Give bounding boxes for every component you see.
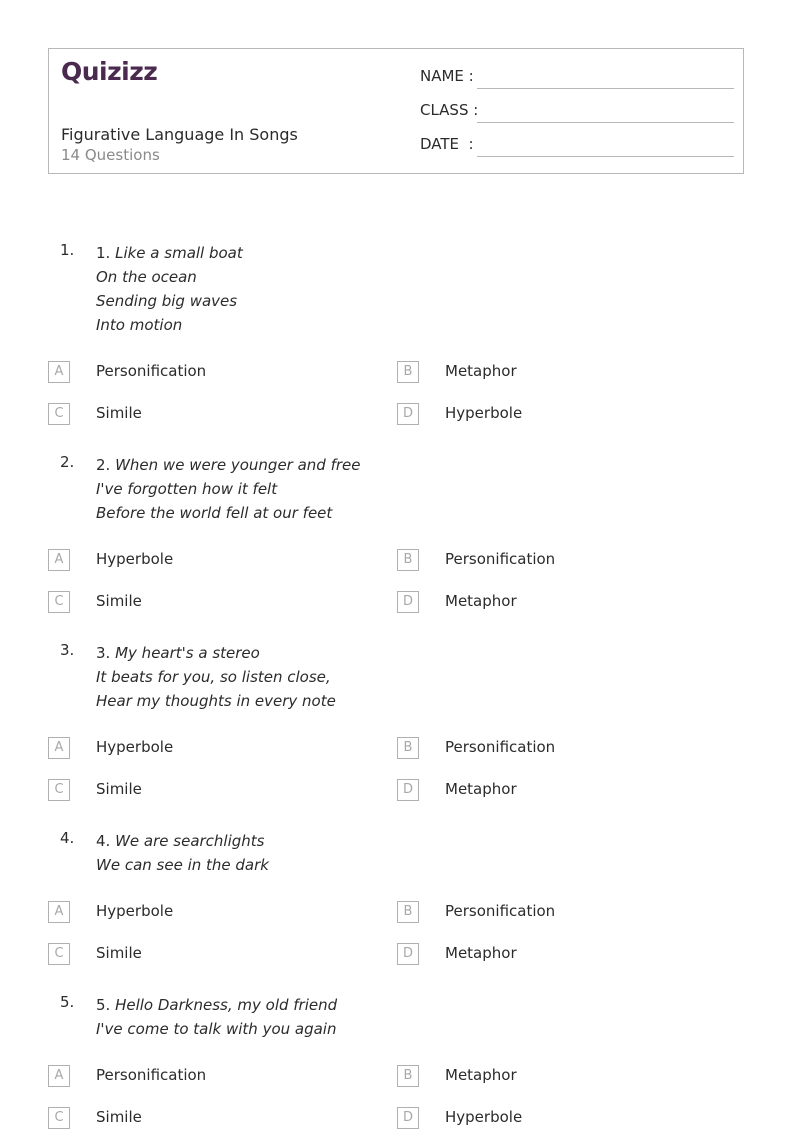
option-text: Metaphor [445,944,517,962]
option-text: Personification [445,902,556,920]
question-prefix: 3. [96,644,116,662]
question-prefix: 2. [96,456,116,474]
class-line[interactable] [477,122,734,123]
option-text: Metaphor [445,780,517,798]
quizizz-logo: Quizizz [61,57,158,86]
date-label: DATE : [420,135,474,153]
lyric-line: It beats for you, so listen close, [96,668,331,686]
option-text: Hyperbole [96,738,174,756]
option-letter-box[interactable]: B [397,549,419,571]
lyric-line: Hear my thoughts in every note [96,692,336,710]
question-number: 1. [60,241,75,259]
question-count: 14 Questions [61,146,160,164]
lyric-line: I've come to talk with you again [96,1020,337,1038]
option-text: Personification [445,550,556,568]
option-text: Personification [96,362,207,380]
option-letter-box[interactable]: C [48,403,70,425]
option-letter-box[interactable]: C [48,779,70,801]
option-letter-box[interactable]: A [48,549,70,571]
option-letter-box[interactable]: A [48,1065,70,1087]
option-letter-box[interactable]: B [397,361,419,383]
option-text: Metaphor [445,1066,517,1084]
option-letter-box[interactable]: A [48,737,70,759]
option-text: Personification [445,738,556,756]
question-text [96,241,243,337]
option-text: Hyperbole [96,550,174,568]
lyric-line: Before the world fell at our feet [96,504,333,522]
option-letter-box[interactable]: B [397,1065,419,1087]
option-text: Simile [96,592,142,610]
lyric-line: Sending big waves [96,292,238,310]
lyric-line: Into motion [96,316,183,334]
worksheet-title: Figurative Language In Songs [61,125,298,144]
option-letter-box[interactable]: A [48,901,70,923]
option-letter-box[interactable]: D [397,943,419,965]
question-text [96,993,337,1041]
question-text [96,829,269,877]
name-line[interactable] [477,88,734,89]
option-letter-box[interactable]: D [397,1107,419,1129]
question-number: 5. [60,993,75,1011]
option-text: Hyperbole [445,404,523,422]
option-letter-box[interactable]: B [397,901,419,923]
option-text: Metaphor [445,362,517,380]
option-text: Simile [96,1108,142,1126]
option-letter-box[interactable]: C [48,943,70,965]
date-field[interactable] [420,135,734,159]
option-letter-box[interactable]: C [48,591,70,613]
option-letter-box[interactable]: D [397,403,419,425]
option-text: Simile [96,780,142,798]
option-text: Hyperbole [96,902,174,920]
question-prefix: 5. [96,996,116,1014]
option-letter-box[interactable]: A [48,361,70,383]
lyric-line: I've forgotten how it felt [96,480,278,498]
lyric-line: Like a small boat [115,244,243,262]
question-prefix: 1. [96,244,116,262]
lyric-line: On the ocean [96,268,197,286]
question-number: 4. [60,829,75,847]
option-text: Simile [96,944,142,962]
question-number: 2. [60,453,75,471]
class-label: CLASS : [420,101,479,119]
lyric-line: We can see in the dark [96,856,269,874]
option-text: Personification [96,1066,207,1084]
option-text: Hyperbole [445,1108,523,1126]
option-text: Metaphor [445,592,517,610]
class-field[interactable] [420,101,734,125]
option-letter-box[interactable]: D [397,779,419,801]
lyric-line: Hello Darkness, my old friend [115,996,338,1014]
date-line[interactable] [477,156,734,157]
option-letter-box[interactable]: C [48,1107,70,1129]
option-letter-box[interactable]: B [397,737,419,759]
question-text [96,453,361,525]
option-letter-box[interactable]: D [397,591,419,613]
lyric-line: My heart's a stereo [115,644,260,662]
lyric-line: When we were younger and free [115,456,361,474]
lyric-line: We are searchlights [115,832,265,850]
option-text: Simile [96,404,142,422]
question-prefix: 4. [96,832,116,850]
worksheet-header [48,48,744,174]
name-label: NAME : [420,67,474,85]
name-field[interactable] [420,67,734,91]
question-text [96,641,336,713]
question-number: 3. [60,641,75,659]
